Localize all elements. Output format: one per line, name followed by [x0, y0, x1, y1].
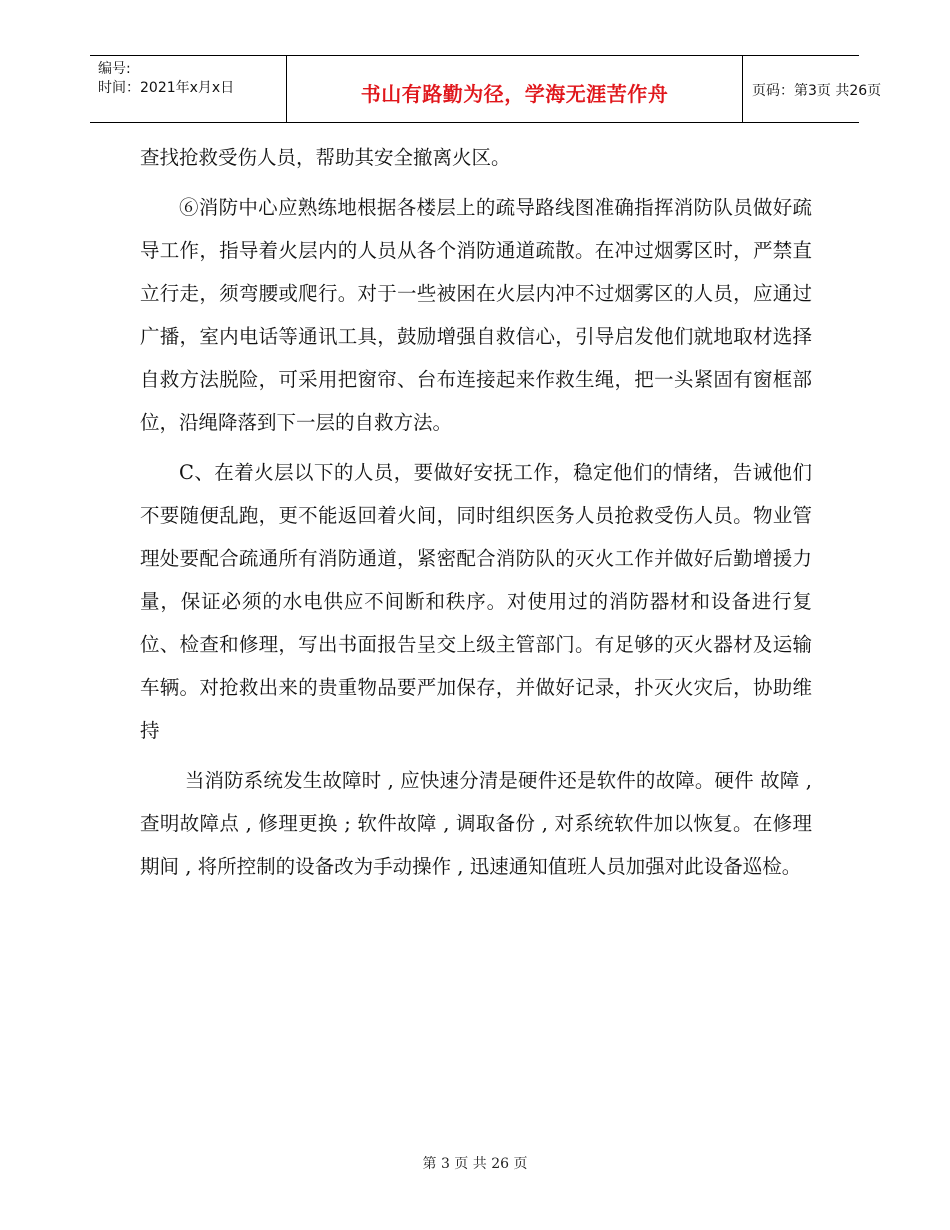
paragraph-item-c: C、在着火层以下的人员，要做好安抚工作，稳定他们的情绪，告诫他们不要随便乱跑，更不能返回着火间，同时组织医务人员抢救受伤人员。物业管理处要配合疏通所有消防通道，紧密配合消防队的灭火工作并做好后勤增援力量，保证必须的水电供应不间断和秩序。对使用过的消防器材和设备进行复位、检查和修理，写出书面报告呈交上级主管部门。有足够的灭火器材及运输车辆。对抢救出来的贵重物品要严加保存，并做好记录，扑灭火灾后，协助维持: [140, 461, 812, 742]
header-motto-cell: [286, 56, 743, 122]
header-page-info: 页码：第3页 共26页: [752, 83, 882, 99]
document-body: [140, 136, 812, 888]
document-number-label: 编号:: [98, 61, 131, 77]
page-footer: 第 3 页 共 26 页: [422, 1156, 528, 1172]
header-motto: 书山有路勤为径，学海无涯苦作舟: [360, 82, 669, 106]
paragraph-continuation: 查找抢救受伤人员，帮助其安全撤离火区。: [140, 146, 511, 169]
header-meta: [90, 56, 286, 122]
paragraph-fault-handling: 当消防系统发生故障时 , 应快速分清是硬件还是软件的故障。硬件 故障 , 查明故障点 , 修理更换 ; 软件故障 , 调取备份 , 对系统软件加以恢复。在修理期间 , 将所控制的设备改为手动操作 , 迅速通知值班人员加强对此设备巡检。: [140, 769, 812, 878]
paragraph-item-6: ⑥消防中心应熟练地根据各楼层上的疏导路线图准确指挥消防队员做好疏导工作，指导着火层内的人员从各个消防通道疏散。在冲过烟雾区时，严禁直立行走，须弯腰或爬行。对于一些被困在火层内冲不过烟雾区的人员，应通过广播，室内电话等通讯工具，鼓励增强自救信心，引导启发他们就地取材选择自救方法脱险，可采用把窗帘、台布连接起来作救生绳，把一头紧固有窗框部位，沿绳降落到下一层的自救方法。: [140, 196, 812, 434]
document-time-label: 时间：2021年x月x日: [98, 80, 235, 96]
header-page-cell: [742, 56, 882, 122]
page-header: [90, 55, 882, 123]
